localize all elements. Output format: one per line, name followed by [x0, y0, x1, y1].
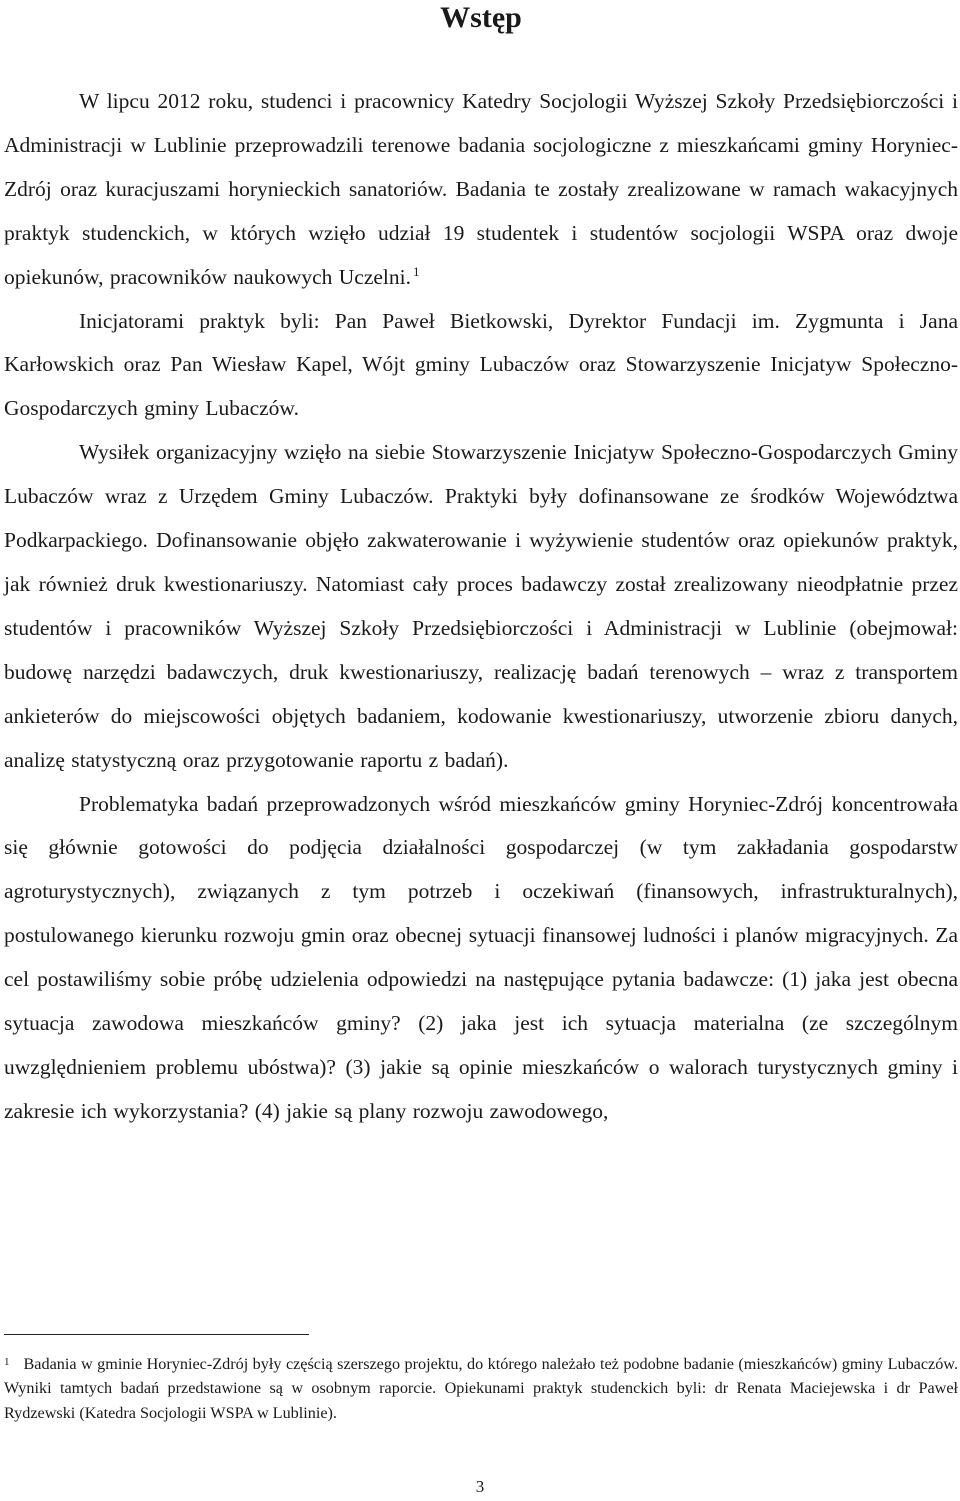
footnote-number: 1 — [4, 1356, 10, 1368]
paragraph-3: Wysiłek organizacyjny wzięło na siebie Stowarzyszenie Inicjatyw Społeczno-Gospodarczych Gminy Lubaczów wraz z Urzędem Gminy Lubaczów. Praktyki były dofinansowane ze środków Województwa Podkarpackiego. Dofinansowanie objęło zakwaterowanie i wyżywienie studentów oraz opiekunów praktyk, jak również druk kwestionariuszy. Natomiast cały proces badawczy został zrealizowany nieodpłatnie przez studentów i pracowników Wyższej Szkoły Przedsiębiorczości i Administracji w Lublinie (obejmował: budowę narzędzi badawczych, druk kwestionariuszy, realizację badań terenowych – wraz z transportem ankieterów do miejscowości objętych badaniem, kodowanie kwestionariuszy, utworzenie zbioru danych, analizę statystyczną oraz przygotowanie raportu z badań). — [4, 440, 958, 772]
paragraph-1-text: W lipcu 2012 roku, studenci i pracownicy Katedry Socjologii Wyższej Szkoły Przedsiębiorczości i Administracji w Lublinie przeprowadzili terenowe badania socjologiczne z mieszkańcami gminy Horyniec-Zdrój oraz kuracjuszami horynieckich sanatoriów. Badania te zostały zrealizowane w ramach wakacyjnych praktyk studenckich, w których wzięło udział 19 studentek i studentów socjologii WSPA oraz dwoje opiekunów, pracowników naukowych Uczelni. — [4, 89, 958, 289]
footnote — [4, 1352, 958, 1425]
paragraph-2: Inicjatorami praktyk byli: Pan Paweł Bietkowski, Dyrektor Fundacji im. Zygmunta i Jana Karłowskich oraz Pan Wiesław Kapel, Wójt gminy Lubaczów oraz Stowarzyszenie Inicjatyw Społeczno-Gospodarczych gminy Lubaczów. — [4, 308, 958, 421]
footnote-text: Badania w gminie Horyniec-Zdrój były częścią szerszego projektu, do którego należało też podobne badanie (mieszkańców) gminy Lubaczów. Wyniki tamtych badań przedstawione są w osobnym raporcie. Opiekunami praktyk studenckich byli: dr Renata Maciejewska i dr Paweł Rydzewski (Katedra Socjologii WSPA w Lublinie). — [4, 1355, 958, 1422]
footnote-divider — [4, 1334, 309, 1335]
paragraph-4: Problematyka badań przeprowadzonych wśród mieszkańców gminy Horyniec-Zdrój koncentrowała się głównie gotowości do podjęcia działalności gospodarczej (w tym zakładania gospodarstw agroturystycznych), związanych z tym potrzeb i oczekiwań (finansowych, infrastrukturalnych), postulowanego kierunku rozwoju gmin oraz obecnej sytuacji finansowej ludności i planów migracyjnych. Za cel postawiliśmy sobie próbę udzielenia odpowiedzi na następujące pytania badawcze: (1) jaka jest obecna sytuacja zawodowa mieszkańców gminy? (2) jaka jest ich sytuacja materialna (ze szczególnym uwzględnieniem problemu ubóstwa)? (3) jakie są opinie mieszkańców o walorach turystycznych gminy i zakresie ich wykorzystania? (4) jakie są plany rozwoju zawodowego, — [4, 791, 958, 1123]
paragraph-1 — [4, 80, 958, 300]
page-title: Wstęp — [440, 1, 522, 34]
page-number: 3 — [475, 1477, 485, 1496]
footnote-reference[interactable]: 1 — [413, 263, 420, 279]
document-page — [4, 0, 958, 1134]
body-text — [4, 80, 958, 1134]
